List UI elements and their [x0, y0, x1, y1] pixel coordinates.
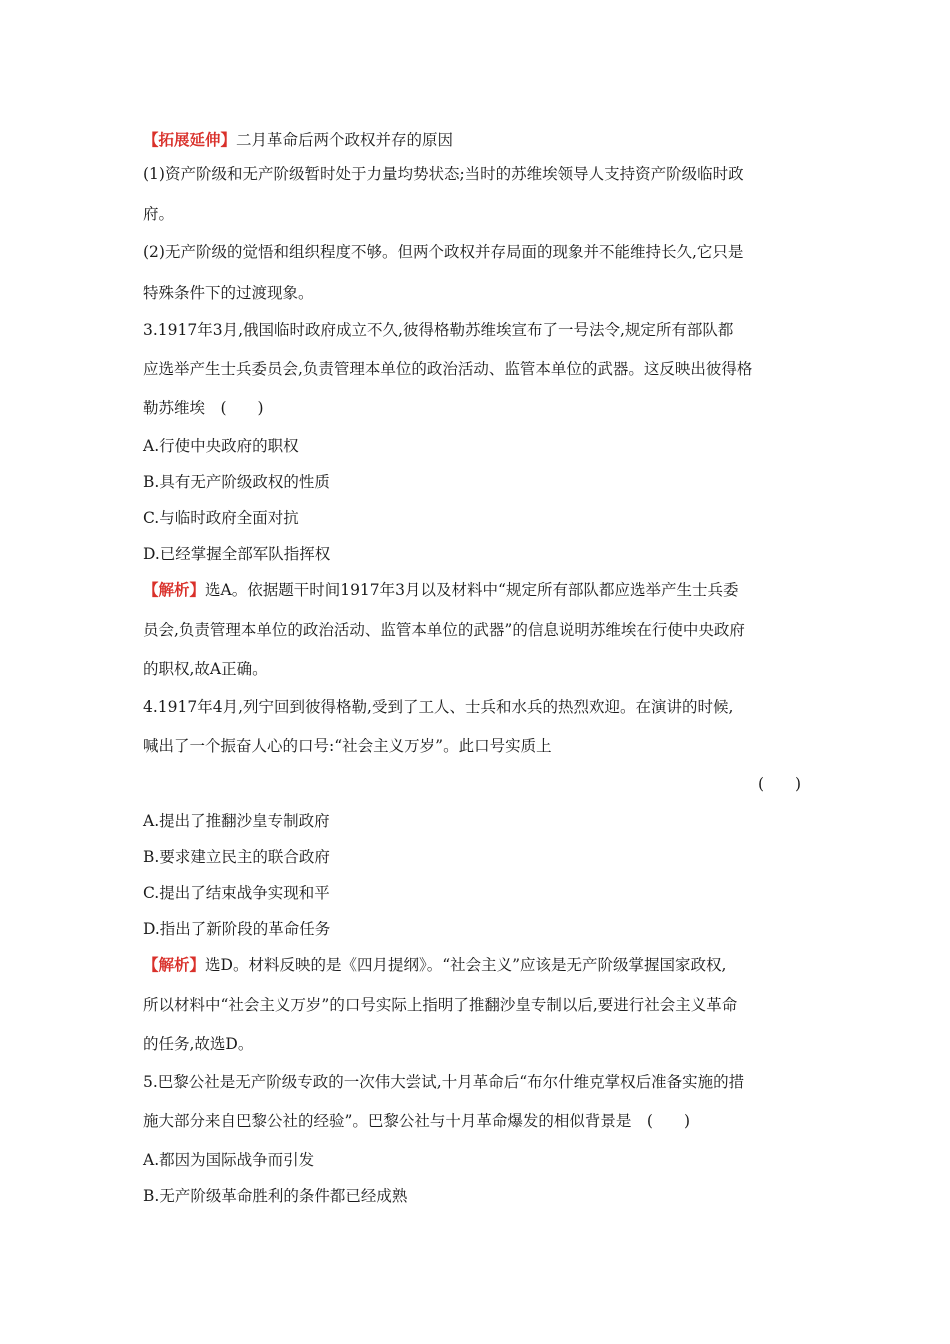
- question-4-option-b: B.要求建立民主的联合政府: [143, 848, 330, 866]
- question-4-analysis-line-3: 的任务,故选D。: [143, 1035, 254, 1053]
- question-3-stem-line-1: 3.1917年3月,俄国临时政府成立不久,彼得格勒苏维埃宣布了一号法令,规定所有部队都: [143, 321, 734, 339]
- question-4-analysis-line-2: 所以材料中“社会主义万岁”的口号实际上指明了推翻沙皇专制以后,要进行社会主义革命: [143, 996, 738, 1014]
- question-3-stem-line-3: 勒苏维埃 ( ): [143, 399, 264, 417]
- question-3-option-c: C.与临时政府全面对抗: [143, 509, 299, 527]
- question-5-option-a: A.都因为国际战争而引发: [143, 1151, 315, 1169]
- question-4-option-c: C.提出了结束战争实现和平: [143, 884, 330, 902]
- question-5-stem-line-2: 施大部分来自巴黎公社的经验”。巴黎公社与十月革命爆发的相似背景是 ( ): [143, 1112, 691, 1130]
- question-3-option-a: A.行使中央政府的职权: [143, 437, 299, 455]
- extension-paragraph-1-line-1: (1)资产阶级和无产阶级暂时处于力量均势状态;当时的苏维埃领导人支持资产阶级临时政: [143, 165, 744, 183]
- question-3-analysis-tag: 【解析】: [143, 580, 206, 599]
- question-4-answer-paren: ( ): [758, 775, 802, 793]
- extension-paragraph-2-line-2: 特殊条件下的过渡现象。: [143, 284, 314, 302]
- question-4-analysis-tag: 【解析】: [143, 955, 206, 974]
- extension-tag: 【拓展延伸】: [143, 130, 237, 149]
- question-4-analysis-text: 选D。材料反映的是《四月提纲》。“社会主义”应该是无产阶级掌握国家政权,: [205, 956, 727, 974]
- question-5-option-b: B.无产阶级革命胜利的条件都已经成熟: [143, 1187, 408, 1205]
- extension-title: 二月革命后两个政权并存的原因: [236, 131, 454, 149]
- question-4-option-d: D.指出了新阶段的革命任务: [143, 920, 331, 938]
- extension-heading: [143, 130, 453, 150]
- question-5-stem-line-1: 5.巴黎公社是无产阶级专政的一次伟大尝试,十月革命后“布尔什维克掌权后准备实施的措: [143, 1073, 745, 1091]
- question-3-option-d: D.已经掌握全部军队指挥权: [143, 545, 331, 563]
- question-4-stem-line-1: 4.1917年4月,列宁回到彼得格勒,受到了工人、士兵和水兵的热烈欢迎。在演讲的时候,: [143, 698, 734, 716]
- question-4-analysis-line-1: [143, 955, 726, 975]
- question-3-analysis-line-1: [143, 580, 738, 600]
- extension-paragraph-1-line-2: 府。: [143, 205, 175, 223]
- question-3-analysis-text: 选A。依据题干时间1917年3月以及材料中“规定所有部队都应选举产生士兵委: [205, 581, 739, 599]
- question-4-option-a: A.提出了推翻沙皇专制政府: [143, 812, 330, 830]
- question-3-option-b: B.具有无产阶级政权的性质: [143, 473, 330, 491]
- question-3-analysis-line-3: 的职权,故A正确。: [143, 660, 268, 678]
- question-3-stem-line-2: 应选举产生士兵委员会,负责管理本单位的政治活动、监管本单位的武器。这反映出彼得格: [143, 360, 753, 378]
- question-4-stem-line-2: 喊出了一个振奋人心的口号:“社会主义万岁”。此口号实质上: [143, 737, 552, 755]
- question-3-analysis-line-2: 员会,负责管理本单位的政治活动、监管本单位的武器”的信息说明苏维埃在行使中央政府: [143, 621, 745, 639]
- extension-paragraph-2-line-1: (2)无产阶级的觉悟和组织程度不够。但两个政权并存局面的现象并不能维持长久,它只是: [143, 243, 744, 261]
